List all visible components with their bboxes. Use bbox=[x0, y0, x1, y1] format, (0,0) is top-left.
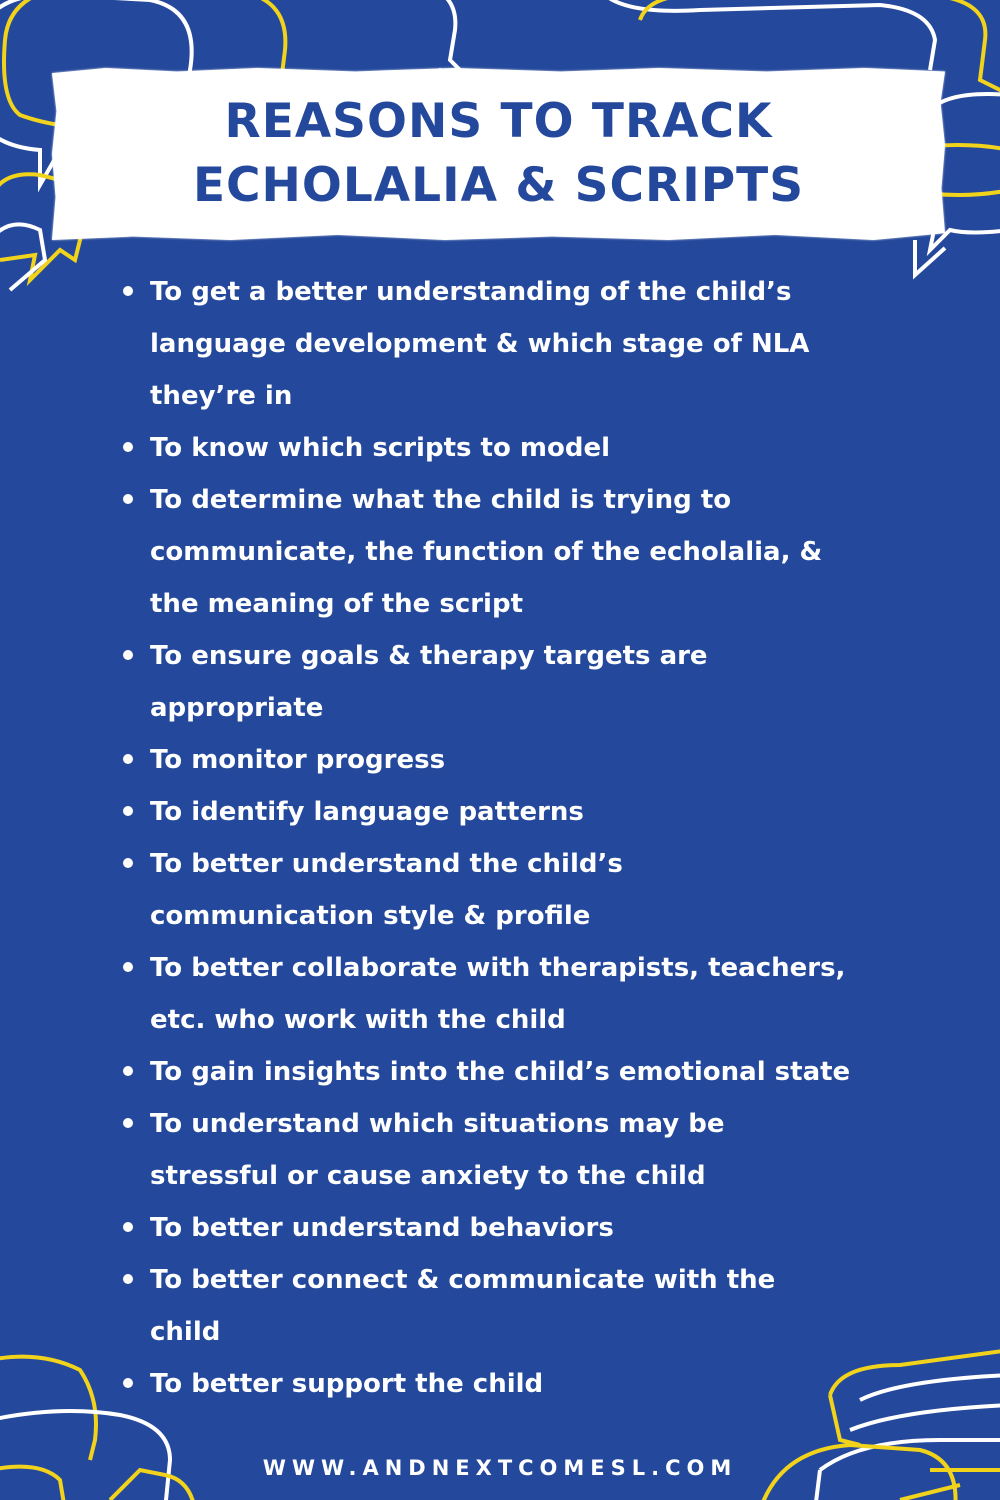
reason-line: To better understand behaviors bbox=[150, 1213, 614, 1243]
list-item bbox=[150, 266, 960, 422]
reason-line: To get a better understanding of the child’s bbox=[150, 277, 792, 307]
reason-line: appropriate bbox=[150, 693, 324, 723]
list-item bbox=[150, 1358, 960, 1410]
speech-bubble-icon bbox=[600, 0, 935, 70]
list-item bbox=[150, 1254, 960, 1358]
reason-line: communication style & profile bbox=[150, 901, 591, 931]
list-item bbox=[150, 474, 960, 630]
reason-line: language development & which stage of NLA bbox=[150, 329, 810, 359]
list-item bbox=[150, 838, 960, 942]
reason-line: To better support the child bbox=[150, 1369, 544, 1399]
reason-line: communicate, the function of the echolalia, & bbox=[150, 537, 823, 567]
title-line-2: ECHOLALIA & SCRIPTS bbox=[192, 158, 805, 213]
speech-bubble-icon bbox=[0, 1357, 96, 1460]
reason-line: child bbox=[150, 1317, 221, 1347]
reason-line: To ensure goals & therapy targets are bbox=[150, 641, 708, 671]
website-url: WWW.ANDNEXTCOMESL.COM bbox=[262, 1456, 738, 1480]
reasons-list bbox=[150, 266, 960, 1410]
reason-line: To better connect & communicate with the bbox=[150, 1265, 776, 1295]
reason-line: To better understand the child’s bbox=[150, 849, 623, 879]
list-item bbox=[150, 1098, 960, 1202]
list-item bbox=[150, 734, 960, 786]
reason-line: To determine what the child is trying to bbox=[150, 485, 732, 515]
title-line-1: REASONS TO TRACK bbox=[224, 94, 773, 149]
reason-line: To understand which situations may be bbox=[150, 1109, 725, 1139]
title-banner bbox=[52, 68, 945, 240]
list-item bbox=[150, 422, 960, 474]
reason-line: etc. who work with the child bbox=[150, 1005, 566, 1035]
reason-line: stressful or cause anxiety to the child bbox=[150, 1161, 706, 1191]
list-item bbox=[150, 1046, 960, 1098]
reason-line: they’re in bbox=[150, 381, 293, 411]
reason-line: To monitor progress bbox=[150, 745, 446, 775]
reason-line: To know which scripts to model bbox=[150, 433, 610, 463]
reason-line: To gain insights into the child’s emotional state bbox=[150, 1057, 851, 1087]
reason-line: To better collaborate with therapists, teachers, bbox=[150, 953, 846, 983]
list-item bbox=[150, 786, 960, 838]
list-item bbox=[150, 630, 960, 734]
list-item bbox=[150, 1202, 960, 1254]
list-item bbox=[150, 942, 960, 1046]
reason-line: To identify language patterns bbox=[150, 797, 584, 827]
reason-line: the meaning of the script bbox=[150, 589, 524, 619]
